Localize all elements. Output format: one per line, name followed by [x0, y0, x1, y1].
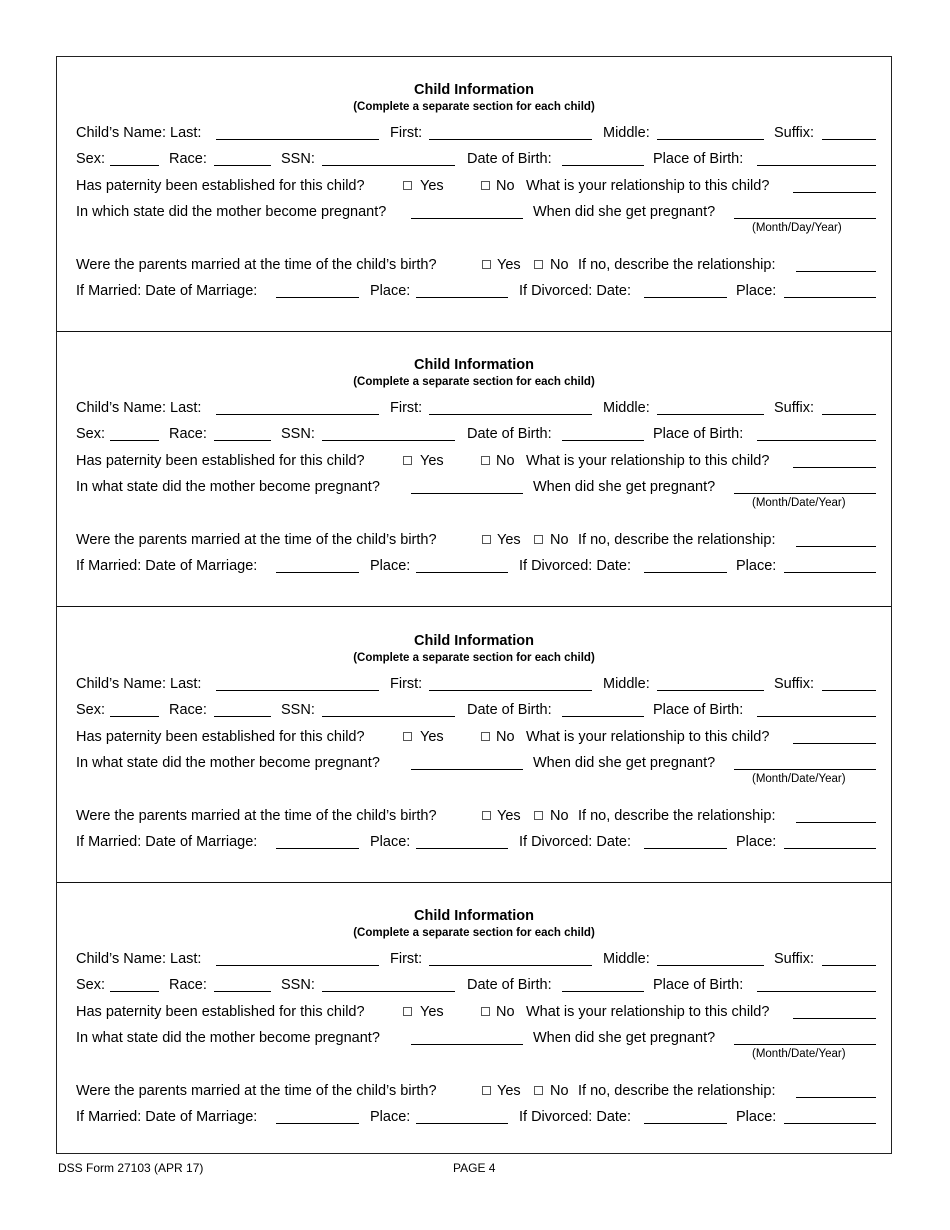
- suffix-field[interactable]: [822, 139, 876, 140]
- married-yes-checkbox[interactable]: [482, 535, 491, 544]
- state-field[interactable]: [411, 1044, 523, 1045]
- child-information-section: [57, 883, 891, 1158]
- pob-label: Place of Birth:: [653, 702, 744, 718]
- first-name-field[interactable]: [429, 139, 592, 140]
- last-name-label: Child’s Name: Last:: [76, 400, 202, 416]
- state-question: In what state did the mother become pregnant?: [76, 755, 380, 771]
- sex-label: Sex:: [76, 977, 106, 993]
- sex-field[interactable]: [110, 716, 159, 717]
- pob-field[interactable]: [757, 440, 876, 441]
- paternity-question: Has paternity been established for this child?: [76, 453, 365, 469]
- pob-field[interactable]: [757, 991, 876, 992]
- divorced-date-label: If Divorced: Date:: [519, 1109, 632, 1125]
- paternity-row: [76, 728, 876, 746]
- section-subtitle: (Complete a separate section for each child): [353, 652, 595, 664]
- when-field[interactable]: [734, 218, 876, 219]
- marriage-place-field[interactable]: [416, 297, 508, 298]
- race-label: Race:: [169, 426, 207, 442]
- section-title: Child Information: [413, 357, 534, 373]
- divorced-date-field[interactable]: [644, 848, 727, 849]
- sex-field[interactable]: [110, 991, 159, 992]
- pregnancy-row: [76, 203, 876, 234]
- married-yes-checkbox[interactable]: [482, 811, 491, 820]
- divorced-date-field[interactable]: [644, 1123, 727, 1124]
- sex-label: Sex:: [76, 426, 106, 442]
- middle-name-label: Middle:: [603, 125, 650, 141]
- middle-name-field[interactable]: [657, 690, 764, 691]
- dob-label: Date of Birth:: [467, 426, 552, 442]
- describe-relationship-label: If no, describe the relationship:: [578, 808, 776, 824]
- marriage-date-field[interactable]: [276, 572, 359, 573]
- marriage-place-label: Place:: [370, 1109, 411, 1125]
- dob-field[interactable]: [562, 716, 644, 717]
- middle-name-field[interactable]: [657, 139, 764, 140]
- form-frame: [56, 56, 892, 1154]
- ssn-label: SSN:: [281, 702, 315, 718]
- pregnancy-row: [76, 478, 876, 509]
- divorced-date-label: If Divorced: Date:: [519, 834, 632, 850]
- sex-label: Sex:: [76, 702, 106, 718]
- married-no-checkbox[interactable]: [534, 1086, 543, 1095]
- race-field[interactable]: [214, 165, 271, 166]
- describe-relationship-field[interactable]: [796, 1097, 876, 1098]
- state-field[interactable]: [411, 218, 523, 219]
- paternity-yes-label: Yes: [420, 729, 444, 745]
- marriage-row: [76, 1108, 876, 1126]
- race-field[interactable]: [214, 991, 271, 992]
- married-row: [76, 1082, 876, 1100]
- paternity-yes-label: Yes: [420, 178, 444, 194]
- demographics-row: [76, 701, 876, 719]
- state-question: In what state did the mother become pregnant?: [76, 1030, 380, 1046]
- pob-label: Place of Birth:: [653, 426, 744, 442]
- when-field[interactable]: [734, 1044, 876, 1045]
- ssn-field[interactable]: [322, 991, 455, 992]
- first-name-field[interactable]: [429, 690, 592, 691]
- divorced-place-field[interactable]: [784, 848, 876, 849]
- when-question: When did she get pregnant?: [533, 1030, 716, 1046]
- marriage-date-label: If Married: Date of Marriage:: [76, 558, 258, 574]
- date-format-hint: (Month/Day/Year): [752, 222, 842, 234]
- married-no-label: No: [550, 1083, 569, 1099]
- race-field[interactable]: [214, 440, 271, 441]
- section-title: Child Information: [413, 908, 534, 924]
- relationship-question: What is your relationship to this child?: [526, 729, 770, 745]
- paternity-no-checkbox[interactable]: [481, 1007, 490, 1016]
- paternity-no-checkbox[interactable]: [481, 732, 490, 741]
- race-label: Race:: [169, 702, 207, 718]
- marriage-place-label: Place:: [370, 834, 411, 850]
- paternity-no-label: No: [496, 729, 515, 745]
- paternity-question: Has paternity been established for this child?: [76, 178, 365, 194]
- pregnancy-row: [76, 754, 876, 785]
- pob-label: Place of Birth:: [653, 977, 744, 993]
- married-question: Were the parents married at the time of the child’s birth?: [76, 808, 437, 824]
- married-yes-label: Yes: [497, 1083, 521, 1099]
- relationship-question: What is your relationship to this child?: [526, 1004, 770, 1020]
- relationship-field[interactable]: [793, 192, 876, 193]
- demographics-row: [76, 976, 876, 994]
- relationship-field[interactable]: [793, 743, 876, 744]
- state-field[interactable]: [411, 493, 523, 494]
- section-subtitle: (Complete a separate section for each child): [353, 376, 595, 388]
- marriage-place-field[interactable]: [416, 848, 508, 849]
- child-information-section: [57, 608, 891, 883]
- suffix-label: Suffix:: [774, 951, 815, 967]
- middle-name-label: Middle:: [603, 676, 650, 692]
- pob-field[interactable]: [757, 716, 876, 717]
- date-format-hint: (Month/Date/Year): [752, 773, 846, 785]
- middle-name-field[interactable]: [657, 414, 764, 415]
- date-format-hint: (Month/Date/Year): [752, 497, 846, 509]
- last-name-label: Child’s Name: Last:: [76, 125, 202, 141]
- page-number: PAGE 4: [453, 1161, 496, 1175]
- when-field[interactable]: [734, 769, 876, 770]
- married-no-checkbox[interactable]: [534, 811, 543, 820]
- marriage-place-field[interactable]: [416, 572, 508, 573]
- dob-field[interactable]: [562, 440, 644, 441]
- paternity-yes-checkbox[interactable]: [403, 732, 412, 741]
- section-title: Child Information: [413, 82, 534, 98]
- paternity-row: [76, 177, 876, 195]
- pregnancy-row: [76, 1029, 876, 1060]
- relationship-question: What is your relationship to this child?: [526, 453, 770, 469]
- married-question: Were the parents married at the time of the child’s birth?: [76, 257, 437, 273]
- married-row: [76, 256, 876, 274]
- marriage-place-label: Place:: [370, 558, 411, 574]
- when-field[interactable]: [734, 493, 876, 494]
- divorced-place-label: Place:: [736, 1109, 777, 1125]
- relationship-question: What is your relationship to this child?: [526, 178, 770, 194]
- divorced-place-field[interactable]: [784, 572, 876, 573]
- describe-relationship-field[interactable]: [796, 822, 876, 823]
- race-label: Race:: [169, 151, 207, 167]
- married-yes-label: Yes: [497, 808, 521, 824]
- suffix-field[interactable]: [822, 414, 876, 415]
- child-information-section: [57, 57, 891, 332]
- divorced-place-label: Place:: [736, 283, 777, 299]
- marriage-row: [76, 557, 876, 575]
- date-format-hint: (Month/Date/Year): [752, 1048, 846, 1060]
- marriage-row: [76, 282, 876, 300]
- married-question: Were the parents married at the time of the child’s birth?: [76, 1083, 437, 1099]
- child-name-row: [76, 950, 876, 968]
- ssn-field[interactable]: [322, 716, 455, 717]
- race-label: Race:: [169, 977, 207, 993]
- married-no-checkbox[interactable]: [534, 535, 543, 544]
- child-information-section: [57, 332, 891, 607]
- describe-relationship-label: If no, describe the relationship:: [578, 532, 776, 548]
- suffix-label: Suffix:: [774, 676, 815, 692]
- first-name-label: First:: [390, 951, 423, 967]
- state-field[interactable]: [411, 769, 523, 770]
- married-yes-label: Yes: [497, 257, 521, 273]
- suffix-label: Suffix:: [774, 125, 815, 141]
- paternity-yes-label: Yes: [420, 453, 444, 469]
- married-no-label: No: [550, 532, 569, 548]
- paternity-no-label: No: [496, 453, 515, 469]
- paternity-no-checkbox[interactable]: [481, 456, 490, 465]
- describe-relationship-label: If no, describe the relationship:: [578, 257, 776, 273]
- race-field[interactable]: [214, 716, 271, 717]
- marriage-date-label: If Married: Date of Marriage:: [76, 283, 258, 299]
- child-name-row: [76, 399, 876, 417]
- when-question: When did she get pregnant?: [533, 755, 716, 771]
- last-name-field[interactable]: [216, 690, 379, 691]
- ssn-label: SSN:: [281, 426, 315, 442]
- married-no-label: No: [550, 808, 569, 824]
- ssn-field[interactable]: [322, 440, 455, 441]
- first-name-label: First:: [390, 400, 423, 416]
- ssn-field[interactable]: [322, 165, 455, 166]
- married-no-checkbox[interactable]: [534, 260, 543, 269]
- last-name-field[interactable]: [216, 965, 379, 966]
- suffix-label: Suffix:: [774, 400, 815, 416]
- state-question: In what state did the mother become pregnant?: [76, 479, 380, 495]
- paternity-row: [76, 1003, 876, 1021]
- divorced-date-field[interactable]: [644, 297, 727, 298]
- ssn-label: SSN:: [281, 151, 315, 167]
- married-yes-label: Yes: [497, 532, 521, 548]
- marriage-place-label: Place:: [370, 283, 411, 299]
- paternity-no-label: No: [496, 1004, 515, 1020]
- paternity-row: [76, 452, 876, 470]
- sex-field[interactable]: [110, 440, 159, 441]
- sex-label: Sex:: [76, 151, 106, 167]
- when-question: When did she get pregnant?: [533, 479, 716, 495]
- pob-field[interactable]: [757, 165, 876, 166]
- paternity-yes-checkbox[interactable]: [403, 1007, 412, 1016]
- relationship-field[interactable]: [793, 1018, 876, 1019]
- married-question: Were the parents married at the time of the child’s birth?: [76, 532, 437, 548]
- divorced-date-field[interactable]: [644, 572, 727, 573]
- describe-relationship-label: If no, describe the relationship:: [578, 1083, 776, 1099]
- first-name-label: First:: [390, 676, 423, 692]
- dob-label: Date of Birth:: [467, 977, 552, 993]
- demographics-row: [76, 150, 876, 168]
- form-id: DSS Form 27103 (APR 17): [58, 1161, 204, 1175]
- dob-field[interactable]: [562, 991, 644, 992]
- marriage-place-field[interactable]: [416, 1123, 508, 1124]
- first-name-field[interactable]: [429, 965, 592, 966]
- dob-label: Date of Birth:: [467, 151, 552, 167]
- married-row: [76, 807, 876, 825]
- describe-relationship-field[interactable]: [796, 546, 876, 547]
- last-name-field[interactable]: [216, 414, 379, 415]
- child-name-row: [76, 675, 876, 693]
- marriage-date-field[interactable]: [276, 848, 359, 849]
- marriage-date-field[interactable]: [276, 1123, 359, 1124]
- dob-label: Date of Birth:: [467, 702, 552, 718]
- state-question: In which state did the mother become pregnant?: [76, 204, 387, 220]
- married-row: [76, 531, 876, 549]
- marriage-date-label: If Married: Date of Marriage:: [76, 834, 258, 850]
- last-name-label: Child’s Name: Last:: [76, 951, 202, 967]
- divorced-place-field[interactable]: [784, 297, 876, 298]
- married-yes-checkbox[interactable]: [482, 1086, 491, 1095]
- divorced-date-label: If Divorced: Date:: [519, 283, 632, 299]
- first-name-label: First:: [390, 125, 423, 141]
- paternity-no-label: No: [496, 178, 515, 194]
- divorced-place-label: Place:: [736, 834, 777, 850]
- demographics-row: [76, 425, 876, 443]
- divorced-date-label: If Divorced: Date:: [519, 558, 632, 574]
- last-name-label: Child’s Name: Last:: [76, 676, 202, 692]
- first-name-field[interactable]: [429, 414, 592, 415]
- married-yes-checkbox[interactable]: [482, 260, 491, 269]
- middle-name-label: Middle:: [603, 951, 650, 967]
- paternity-question: Has paternity been established for this child?: [76, 729, 365, 745]
- child-name-row: [76, 124, 876, 142]
- married-no-label: No: [550, 257, 569, 273]
- when-question: When did she get pregnant?: [533, 204, 716, 220]
- pob-label: Place of Birth:: [653, 151, 744, 167]
- paternity-no-checkbox[interactable]: [481, 181, 490, 190]
- describe-relationship-field[interactable]: [796, 271, 876, 272]
- sex-field[interactable]: [110, 165, 159, 166]
- divorced-place-label: Place:: [736, 558, 777, 574]
- suffix-field[interactable]: [822, 690, 876, 691]
- marriage-date-label: If Married: Date of Marriage:: [76, 1109, 258, 1125]
- middle-name-label: Middle:: [603, 400, 650, 416]
- paternity-yes-label: Yes: [420, 1004, 444, 1020]
- paternity-yes-checkbox[interactable]: [403, 456, 412, 465]
- ssn-label: SSN:: [281, 977, 315, 993]
- dob-field[interactable]: [562, 165, 644, 166]
- relationship-field[interactable]: [793, 467, 876, 468]
- middle-name-field[interactable]: [657, 965, 764, 966]
- section-subtitle: (Complete a separate section for each child): [353, 101, 595, 113]
- suffix-field[interactable]: [822, 965, 876, 966]
- paternity-question: Has paternity been established for this child?: [76, 1004, 365, 1020]
- section-subtitle: (Complete a separate section for each child): [353, 927, 595, 939]
- paternity-yes-checkbox[interactable]: [403, 181, 412, 190]
- marriage-row: [76, 833, 876, 851]
- divorced-place-field[interactable]: [784, 1123, 876, 1124]
- section-title: Child Information: [413, 633, 534, 649]
- marriage-date-field[interactable]: [276, 297, 359, 298]
- last-name-field[interactable]: [216, 139, 379, 140]
